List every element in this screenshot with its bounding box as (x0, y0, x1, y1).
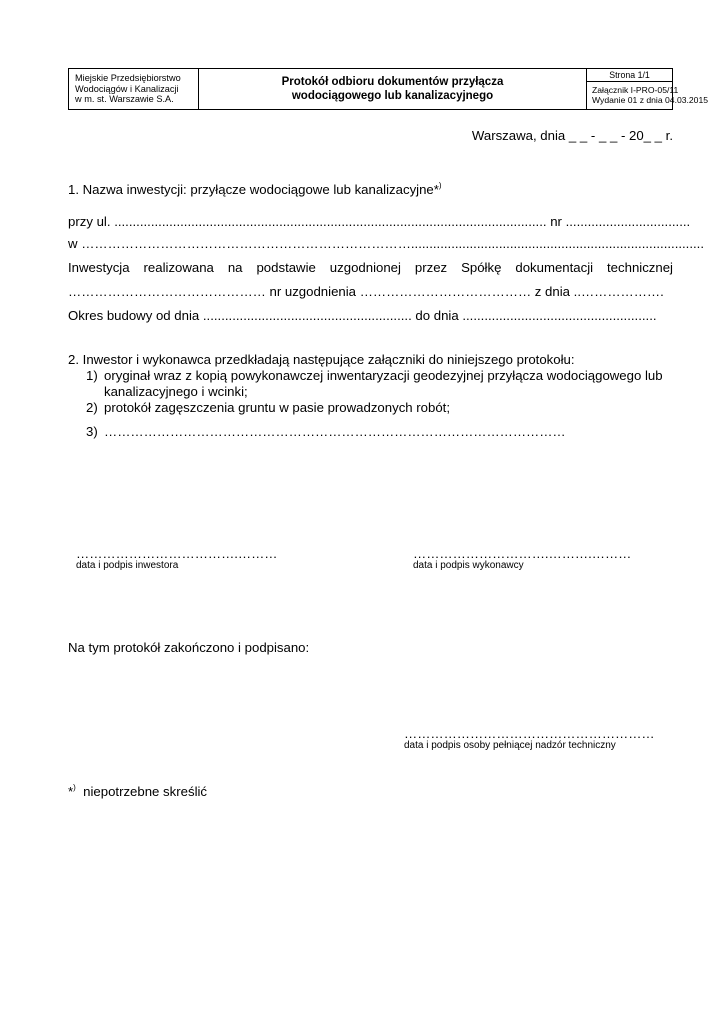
attachment-item-num: 1) (86, 368, 98, 383)
page-number: Strona 1/1 (587, 69, 672, 82)
investor-signature-label: data i podpis inwestora (76, 560, 179, 571)
investor-signature-field[interactable]: ……………………………….……… (76, 546, 278, 561)
document-title: Protokół odbioru dokumentów przyłącza wodociągowego lub kanalizacyjnego (199, 69, 587, 109)
attachment-item-field[interactable]: …………………………………………………………………………………………… (104, 424, 566, 439)
section1-heading: 1. Nazwa inwestycji: przyłącze wodociągowe lub kanalizacyjne*) (68, 181, 442, 197)
attachment-item-num: 3) (86, 424, 98, 439)
attachment-item: oryginał wraz z kopią powykonawczej inwentaryzacji geodezyjnej przyłącza wodociągowego lub (104, 368, 663, 383)
agreement-line: ……………………………………… nr uzgodnienia ………………………………… z dnia ..………………. (68, 284, 664, 299)
documentation-field[interactable]: ……………………………………… (68, 284, 266, 299)
location-line: w …………………………………………………………………................................................................................ (68, 236, 705, 251)
document-header (68, 68, 709, 110)
supervisor-signature-label: data i podpis osoby pełniącej nadzór techniczny (404, 740, 616, 751)
contractor-signature-label: data i podpis wykonawcy (413, 560, 524, 571)
closing-statement: Na tym protokół zakończono i podpisano: (68, 640, 310, 655)
section2-heading: 2. Inwestor i wykonawca przedkładają następujące załączniki do niniejszego protokołu: (68, 352, 575, 367)
period-line: Okres budowy od dnia ......................................................... do dnia ..................................................... (68, 308, 657, 323)
supervisor-signature-field[interactable]: ………………………………………………… (404, 726, 655, 741)
attachment-item: protokół zagęszczenia gruntu w pasie prowadzonych robót; (104, 400, 451, 415)
period-from-field[interactable]: ......................................................... (202, 308, 412, 323)
agreement-number-field[interactable]: ………………………………… (359, 284, 532, 299)
agreement-date-field[interactable]: ..………………. (573, 284, 664, 299)
contractor-signature-field[interactable]: ………………………….……….……… (413, 546, 632, 561)
attachment-item-cont: kanalizacyjnego i wcinki; (104, 384, 248, 399)
street-field[interactable]: ...................................................................................................................... (114, 214, 547, 229)
document-code: Załącznik I-PRO-05/11 Wydanie 01 z dnia 04.03.2015 (592, 85, 709, 105)
document-meta (587, 69, 709, 109)
realized-line: Inwestycja realizowana na podstawie uzgodnionej przez Spółkę dokumentacji technicznej (68, 260, 673, 275)
attachment-item-num: 2) (86, 400, 98, 415)
date-line: Warszawa, dnia _ _ - _ _ - 20_ _ r. (471, 128, 673, 143)
company-name: Miejskie Przedsiębiorstwo Wodociągów i Kanalizacji w m. st. Warszawie S.A. (69, 69, 199, 109)
number-field[interactable]: .................................. (565, 214, 691, 229)
footnote: *) niepotrzebne skreślić (68, 783, 208, 799)
street-line: przy ul. ...................................................................................................................... nr .................................. (68, 214, 691, 229)
period-to-field[interactable]: ..................................................... (462, 308, 657, 323)
location-field[interactable]: …………………………………………………………………................................................................................ (81, 236, 705, 251)
